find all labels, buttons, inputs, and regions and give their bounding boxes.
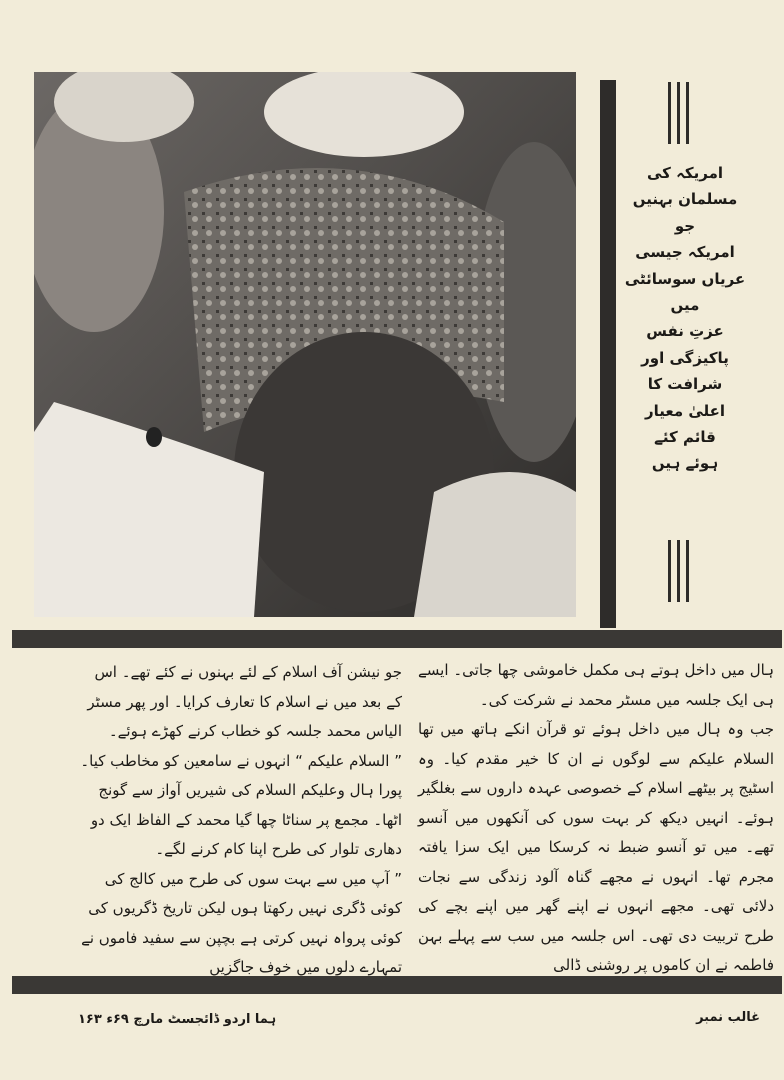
- horizontal-rule-top: [12, 630, 782, 648]
- portrait-photo: [34, 72, 576, 617]
- footer-section-title: غالب نمبر: [696, 1010, 760, 1025]
- decorative-ticks-top: [668, 82, 698, 144]
- caption-line: قائم کئے: [654, 428, 716, 447]
- footer-issue-info: ہما اردو ڈائجسٹ مارچ ۶۹ء ۱۶۳: [78, 1012, 277, 1027]
- article-column-left: [80, 658, 402, 983]
- photo-caption: [620, 160, 750, 477]
- paragraph: ” السلام علیکم “ انہوں نے سامعین کو مخاطب کیا۔ پورا ہال وعلیکم السلام کی شیریں آواز سے گونج اٹھا۔ مجمع پر سناٹا چھا گیا محمد کے الفاظ ایک دو دھاری تلوار کی طرح اپنا کام کرنے لگے۔: [80, 751, 402, 858]
- caption-line: جو: [674, 216, 696, 235]
- caption-line: اعلیٰ معیار: [644, 401, 726, 420]
- caption-line: امریکہ کی: [646, 164, 724, 182]
- horizontal-rule-bottom: [12, 976, 782, 994]
- caption-line: عزتِ نفس: [646, 322, 724, 341]
- caption-line: عریاں سوسائٹی: [624, 269, 746, 288]
- paragraph: ” آپ میں سے بہت سوں کی طرح میں کالج کی کوئی ڈگری نہیں رکھتا ہوں لیکن تاریخ ڈگریوں کی کوئی پرواہ نہیں کرتی ہے بچپن سے سفید فاموں نے تمہارے دلوں میں خوف جاگزیں: [81, 869, 402, 976]
- paragraph: ہال میں داخل ہوتے ہی مکمل خاموشی چھا جاتی۔ ایسے ہی ایک جلسہ میں مسٹر محمد نے شرکت کی۔: [418, 661, 774, 709]
- decorative-ticks-bottom: [668, 540, 698, 602]
- caption-line: مسلمان بہنیں: [632, 190, 738, 209]
- article-column-right: [418, 656, 774, 981]
- caption-line: ہوئے ہیں: [651, 454, 719, 473]
- caption-line: شرافت کا: [647, 375, 723, 394]
- vertical-rule: [600, 80, 616, 628]
- caption-line: پاکیزگی اور: [641, 348, 729, 367]
- caption-line: امریکہ جیسی: [635, 243, 735, 262]
- paragraph: جو نیشن آف اسلام کے لئے بہنوں نے کئے تھے۔ اس کے بعد میں نے اسلام کا تعارف کرایا۔ اور پھر مسٹر الیاس محمد جلسہ کو خطاب کرنے کھڑے ہوئے۔: [87, 663, 402, 740]
- paragraph: جب وہ ہال میں داخل ہوئے تو قرآن انکے ہاتھ میں تھا السلام علیکم سے لوگوں نے ان کا خیر مقدم کیا۔ وہ اسٹیج پر بیٹھے اسلام کے خصوصی عہدہ داروں سے بغلگیر ہوئے۔ انہیں دیکھ کر بہت سوں کی آنکھوں میں آنسو تھے۔ میں تو آنسو ضبط نہ کرسکا میں ایک سزا یافتہ مجرم تھا۔ انہوں نے مجھے گناہ آلود زندگی سے نجات دلائی تھی۔ مجھے انہوں نے اپنے گھر میں اپنے بچے کی طرح تربیت دی تھی۔ اس جلسہ میں سب سے پہلے بہن فاطمہ نے ان کاموں پر روشنی ڈالی: [418, 720, 774, 974]
- photo-portrait-icon: [34, 72, 576, 617]
- caption-line: میں: [670, 296, 700, 315]
